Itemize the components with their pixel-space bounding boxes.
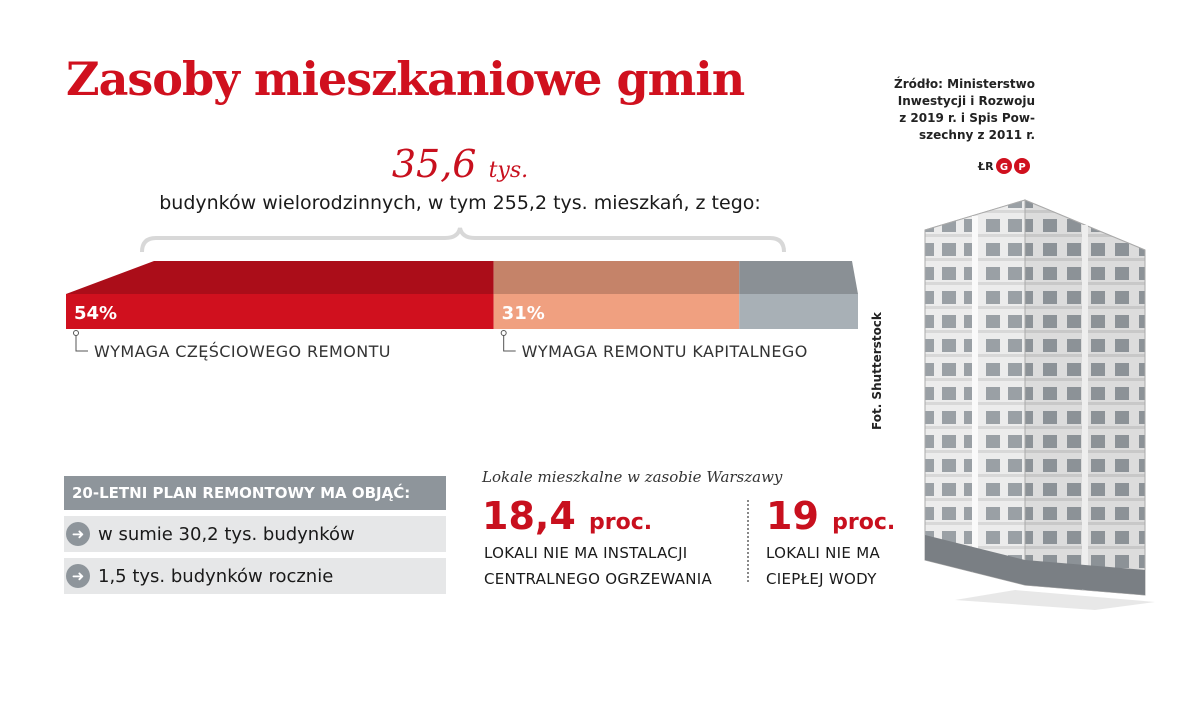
- svg-text:G: G: [999, 162, 1009, 173]
- bar-category-label: WYMAGA CZĘŚCIOWEGO REMONTU: [94, 342, 391, 361]
- arrow-right-icon: ➜: [66, 522, 90, 546]
- author-credit: ŁR: [978, 160, 994, 173]
- source-line: Źródło: Ministerstwo: [894, 77, 1035, 91]
- stat-value: [766, 494, 895, 538]
- bar-value-label: 31%: [501, 303, 545, 324]
- stat-desc-line: CENTRALNEGO OGRZEWANIA: [484, 570, 713, 588]
- plan-item: [64, 516, 446, 552]
- label-leader-line: [76, 333, 88, 351]
- brace-decoration: [140, 226, 790, 256]
- source-line: z 2019 r. i Spis Pow-: [899, 111, 1035, 125]
- stat-description: [766, 540, 880, 592]
- stat-number: 19: [766, 494, 819, 538]
- apartment-building-illustration: [895, 190, 1175, 610]
- label-leader-line: [504, 333, 516, 351]
- stat-unit: proc.: [589, 510, 653, 535]
- stat-value: [482, 494, 652, 538]
- stat-number: 18,4: [482, 494, 576, 538]
- label-leader-dot: [501, 331, 506, 336]
- chart-subtitle: budynków wielorodzinnych, w tym 255,2 tys. mieszkań, z tego:: [159, 192, 761, 214]
- headline-number: [0, 142, 920, 186]
- bar-segment-top: [739, 261, 858, 294]
- svg-text:P: P: [1018, 162, 1026, 173]
- stat-desc-line: CIEPŁEJ WODY: [766, 570, 877, 588]
- arrow-right-icon: ➜: [66, 564, 90, 588]
- plan-item: [64, 558, 446, 594]
- stat-unit: proc.: [832, 510, 896, 535]
- bar-category-label: WYMAGA REMONTU KAPITALNEGO: [521, 342, 808, 361]
- bar-segment-top: [494, 261, 740, 294]
- stat-divider: [747, 500, 749, 582]
- bar-segment-top: [66, 261, 494, 294]
- stat-description: [484, 540, 712, 592]
- renovation-plan-box: [64, 476, 446, 594]
- plan-item-text: 1,5 tys. budynków rocznie: [98, 565, 334, 587]
- source-note: [860, 76, 1035, 144]
- stacked-bar-chart: [60, 258, 880, 368]
- bar-segment: [66, 294, 494, 329]
- plan-header: 20-LETNI PLAN REMONTOWY MA OBJĄĆ:: [64, 476, 446, 510]
- headline-unit: tys.: [488, 158, 529, 183]
- source-line: szechny z 2011 r.: [919, 128, 1035, 142]
- stat-desc-line: LOKALI NIE MA INSTALACJI: [484, 544, 688, 562]
- bar-value-label: 54%: [74, 303, 118, 324]
- plan-item-text: w sumie 30,2 tys. budynków: [98, 523, 355, 545]
- headline-value: 35,6: [391, 142, 477, 186]
- bar-segment: [739, 294, 858, 329]
- page-title: Zasoby mieszkaniowe gmin: [66, 52, 745, 106]
- label-leader-dot: [74, 331, 79, 336]
- source-line: Inwestycji i Rozwoju: [897, 94, 1035, 108]
- stat-desc-line: LOKALI NIE MA: [766, 544, 881, 562]
- photo-credit: Fot. Shutterstock: [870, 312, 884, 430]
- warsaw-section-title: Lokale mieszkalne w zasobie Warszawy: [482, 468, 783, 486]
- publisher-logo-icon: [995, 156, 1033, 176]
